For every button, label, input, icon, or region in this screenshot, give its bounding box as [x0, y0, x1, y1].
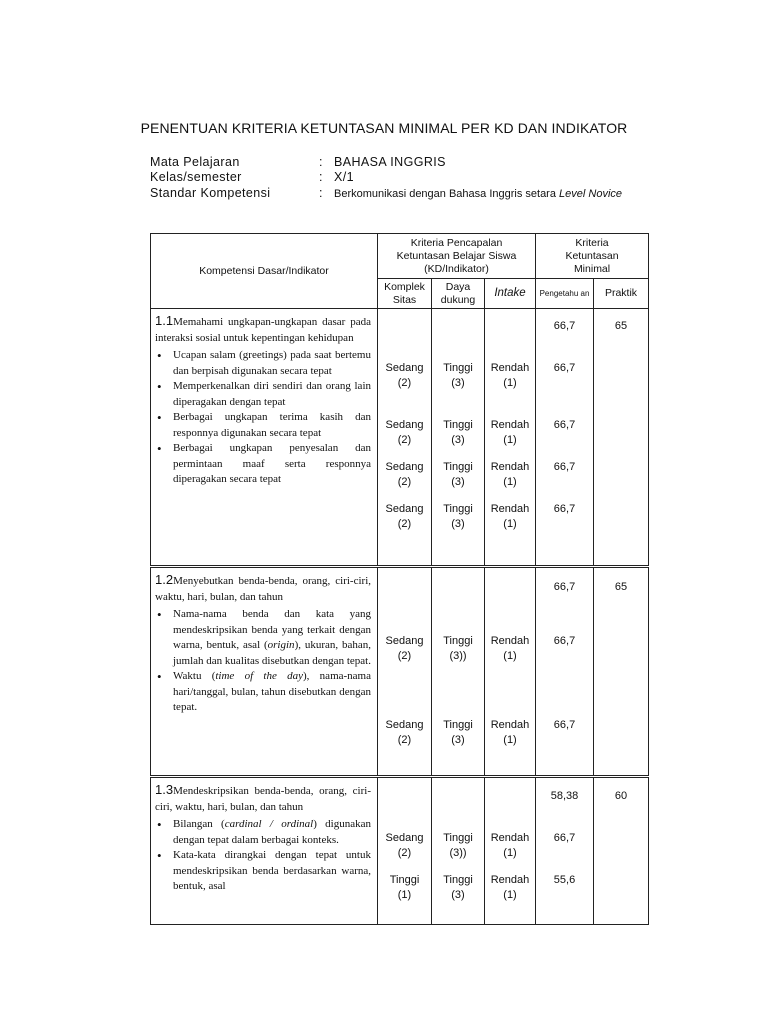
value-score: (1) [503, 476, 517, 488]
value-label: Tinggi [443, 719, 473, 731]
value-label: Sedang [385, 832, 424, 844]
value-label: Rendah [490, 635, 530, 647]
text-part: Bilangan ( [173, 818, 225, 830]
meta-colon: : [319, 155, 323, 169]
intake-cell [485, 777, 536, 925]
header-praktik: Praktik [594, 279, 649, 309]
value-score: (1) [503, 734, 517, 746]
value-label: Rendah [490, 503, 530, 515]
kd-praktik-value: 60 [614, 790, 628, 802]
kd-pengetahuan-value: 66,7 [553, 320, 576, 332]
praktik-cell [594, 567, 649, 777]
kd-pengetahuan-value: 66,7 [553, 581, 576, 593]
table-row [151, 777, 649, 925]
daya-dukung-cell [432, 567, 485, 777]
kd-praktik-value: 65 [614, 581, 628, 593]
kompleksitas-cell [378, 777, 432, 925]
value-label: Sedang [385, 461, 424, 473]
pengetahuan-cell [536, 309, 594, 567]
text-part: Waktu ( [173, 670, 216, 682]
value-label: Tinggi [443, 461, 473, 473]
value-label: Sedang [385, 503, 424, 515]
text-italic: cardinal / ordinal [224, 818, 314, 830]
value-score: (1) [503, 377, 517, 389]
value-label: Rendah [490, 461, 530, 473]
document-title: PENENTUAN KRITERIA KETUNTASAN MINIMAL PER KD DAN INDIKATOR [140, 120, 628, 136]
kd-praktik-value: 65 [614, 320, 628, 332]
value-score: (3) [451, 434, 465, 446]
kd-number: 1.2 [155, 572, 174, 587]
value-score: (3) [451, 889, 465, 901]
daya-dukung-cell [432, 309, 485, 567]
value-label: Tinggi [443, 419, 473, 431]
value-label: Tinggi [443, 362, 473, 374]
meta-value [334, 188, 622, 200]
value-label: Rendah [490, 362, 530, 374]
indikator-pengetahuan-value: 66,7 [553, 635, 576, 647]
header-kompetensi-dasar: Kompetensi Dasar/Indikator [151, 234, 378, 309]
value-label: Tinggi [443, 635, 473, 647]
kd-cell [151, 567, 378, 777]
indikator-list [155, 348, 371, 488]
daya-dukung-cell [432, 777, 485, 925]
header-intake: Intake [485, 279, 536, 309]
list-item [157, 669, 371, 716]
intake-cell [485, 309, 536, 567]
praktik-cell [594, 777, 649, 925]
kd-text: Menyebutkan benda-benda, orang, ciri-ciri, waktu, hari, bulan, dan tahun [155, 575, 371, 603]
indikator-list [155, 817, 371, 895]
value-score: (2) [397, 434, 412, 446]
value-label: Sedang [385, 719, 424, 731]
meta-value-italic: Level Novice [559, 188, 623, 200]
value-score: (2) [397, 650, 412, 662]
header-pengetahuan: Pengetahu an [536, 279, 594, 309]
value-score: (2) [397, 518, 412, 530]
header-daya-dukung: Daya dukung [432, 279, 485, 309]
text-italic: time of the day [215, 670, 303, 682]
value-score: (3)) [449, 650, 467, 662]
text-part: Nama-nama benda dan kata yang mendeskripsikan benda yang terkait dengan warna, bentuk, asal ( [173, 608, 371, 651]
table-row [151, 567, 649, 777]
list-item: • Berbagai ungkapan penyesalan dan permintaan maaf serta responnya diperagakan secara tepat [157, 441, 371, 488]
header-kompleksitas: Komplek Sitas [378, 279, 432, 309]
praktik-cell [594, 309, 649, 567]
pengetahuan-cell [536, 777, 594, 925]
value-score: (1) [503, 518, 517, 530]
kompleksitas-cell [378, 567, 432, 777]
indikator-list [155, 607, 371, 716]
intake-cell [485, 567, 536, 777]
list-item: • Ucapan salam (greetings) pada saat bertemu dan berpisah digunakan secara tepat [157, 348, 371, 379]
indikator-pengetahuan-value: 66,7 [553, 503, 576, 515]
list-item [157, 607, 371, 669]
meta-value: X/1 [334, 170, 354, 184]
value-score: (1) [503, 434, 517, 446]
value-label: Sedang [385, 635, 424, 647]
list-item: • Berbagai ungkapan terima kasih dan responnya digunakan secara tepat [157, 410, 371, 441]
value-score: (2) [397, 476, 412, 488]
meta-colon: : [319, 170, 323, 184]
kd-text: Memahami ungkapan-ungkapan dasar pada interaksi sosial untuk kepentingan kehidupan [155, 316, 371, 344]
meta-value: BAHASA INGGRIS [334, 155, 446, 169]
kd-cell [151, 777, 378, 925]
value-label: Rendah [490, 719, 530, 731]
list-item [157, 817, 371, 848]
kd-pengetahuan-value: 58,38 [550, 790, 579, 802]
indikator-pengetahuan-value: 66,7 [553, 719, 576, 731]
value-score: (1) [397, 889, 412, 901]
indikator-pengetahuan-value: 66,7 [553, 832, 576, 844]
meta-key: Kelas/semester [150, 170, 242, 184]
meta-colon: : [319, 186, 323, 200]
list-item: • Kata-kata dirangkai dengan tepat untuk mendeskripsikan benda berdasarkan warna, bentuk, asal [157, 848, 371, 895]
value-label: Sedang [385, 362, 424, 374]
value-label: Rendah [490, 832, 530, 844]
value-score: (2) [397, 734, 412, 746]
value-label: Sedang [385, 419, 424, 431]
value-label: Tinggi [443, 874, 473, 886]
kompleksitas-cell [378, 309, 432, 567]
value-score: (3) [451, 734, 465, 746]
list-item: • Memperkenalkan diri sendiri dan orang lain diperagakan dengan tepat [157, 379, 371, 410]
header-kriteria-pencapaian: Kriteria Pencapalan Ketuntasan Belajar Siswa (KD/Indikator) [378, 234, 536, 279]
value-score: (3) [451, 518, 465, 530]
value-score: (1) [503, 889, 517, 901]
kkm-table [150, 233, 649, 925]
value-score: (3) [451, 377, 465, 389]
pengetahuan-cell [536, 567, 594, 777]
kd-number: 1.3 [155, 782, 174, 797]
value-score: (1) [503, 847, 517, 859]
meta-key: Mata Pelajaran [150, 155, 240, 169]
value-label: Rendah [490, 419, 530, 431]
value-score: (3) [451, 476, 465, 488]
meta-key: Standar Kompetensi [150, 186, 271, 200]
text-part: ), ukuran, bahan, jumlah dan kualitas disebutkan dengan tepat. [173, 639, 371, 667]
meta-value-text: Berkomunikasi dengan Bahasa Inggris setara [334, 188, 556, 200]
header-kkm: Kriteria Ketuntasan Minimal [536, 234, 649, 279]
text-italic: origin [267, 639, 295, 651]
value-score: (1) [503, 650, 517, 662]
kd-cell [151, 309, 378, 567]
value-label: Tinggi [443, 503, 473, 515]
indikator-pengetahuan-value: 66,7 [553, 461, 576, 473]
kd-text: Mendeskripsikan benda-benda, orang, ciri-ciri, waktu, hari, bulan, dan tahun [155, 785, 371, 813]
value-label: Tinggi [389, 874, 420, 886]
indikator-pengetahuan-value: 66,7 [553, 419, 576, 431]
text-part: ) digunakan dengan tepat dalam berbagai konteks. [173, 818, 371, 846]
value-score: (3)) [449, 847, 467, 859]
value-label: Tinggi [443, 832, 473, 844]
kd-number: 1.1 [155, 313, 174, 328]
header-row [151, 234, 649, 279]
text-part: ), nama-nama hari/tanggal, bulan, tahun disebutkan dengan tepat. [173, 670, 371, 713]
table-row [151, 309, 649, 567]
value-score: (2) [397, 377, 412, 389]
value-score: (2) [397, 847, 412, 859]
value-label: Rendah [490, 874, 530, 886]
indikator-pengetahuan-value: 55,6 [553, 874, 576, 886]
indikator-pengetahuan-value: 66,7 [553, 362, 576, 374]
